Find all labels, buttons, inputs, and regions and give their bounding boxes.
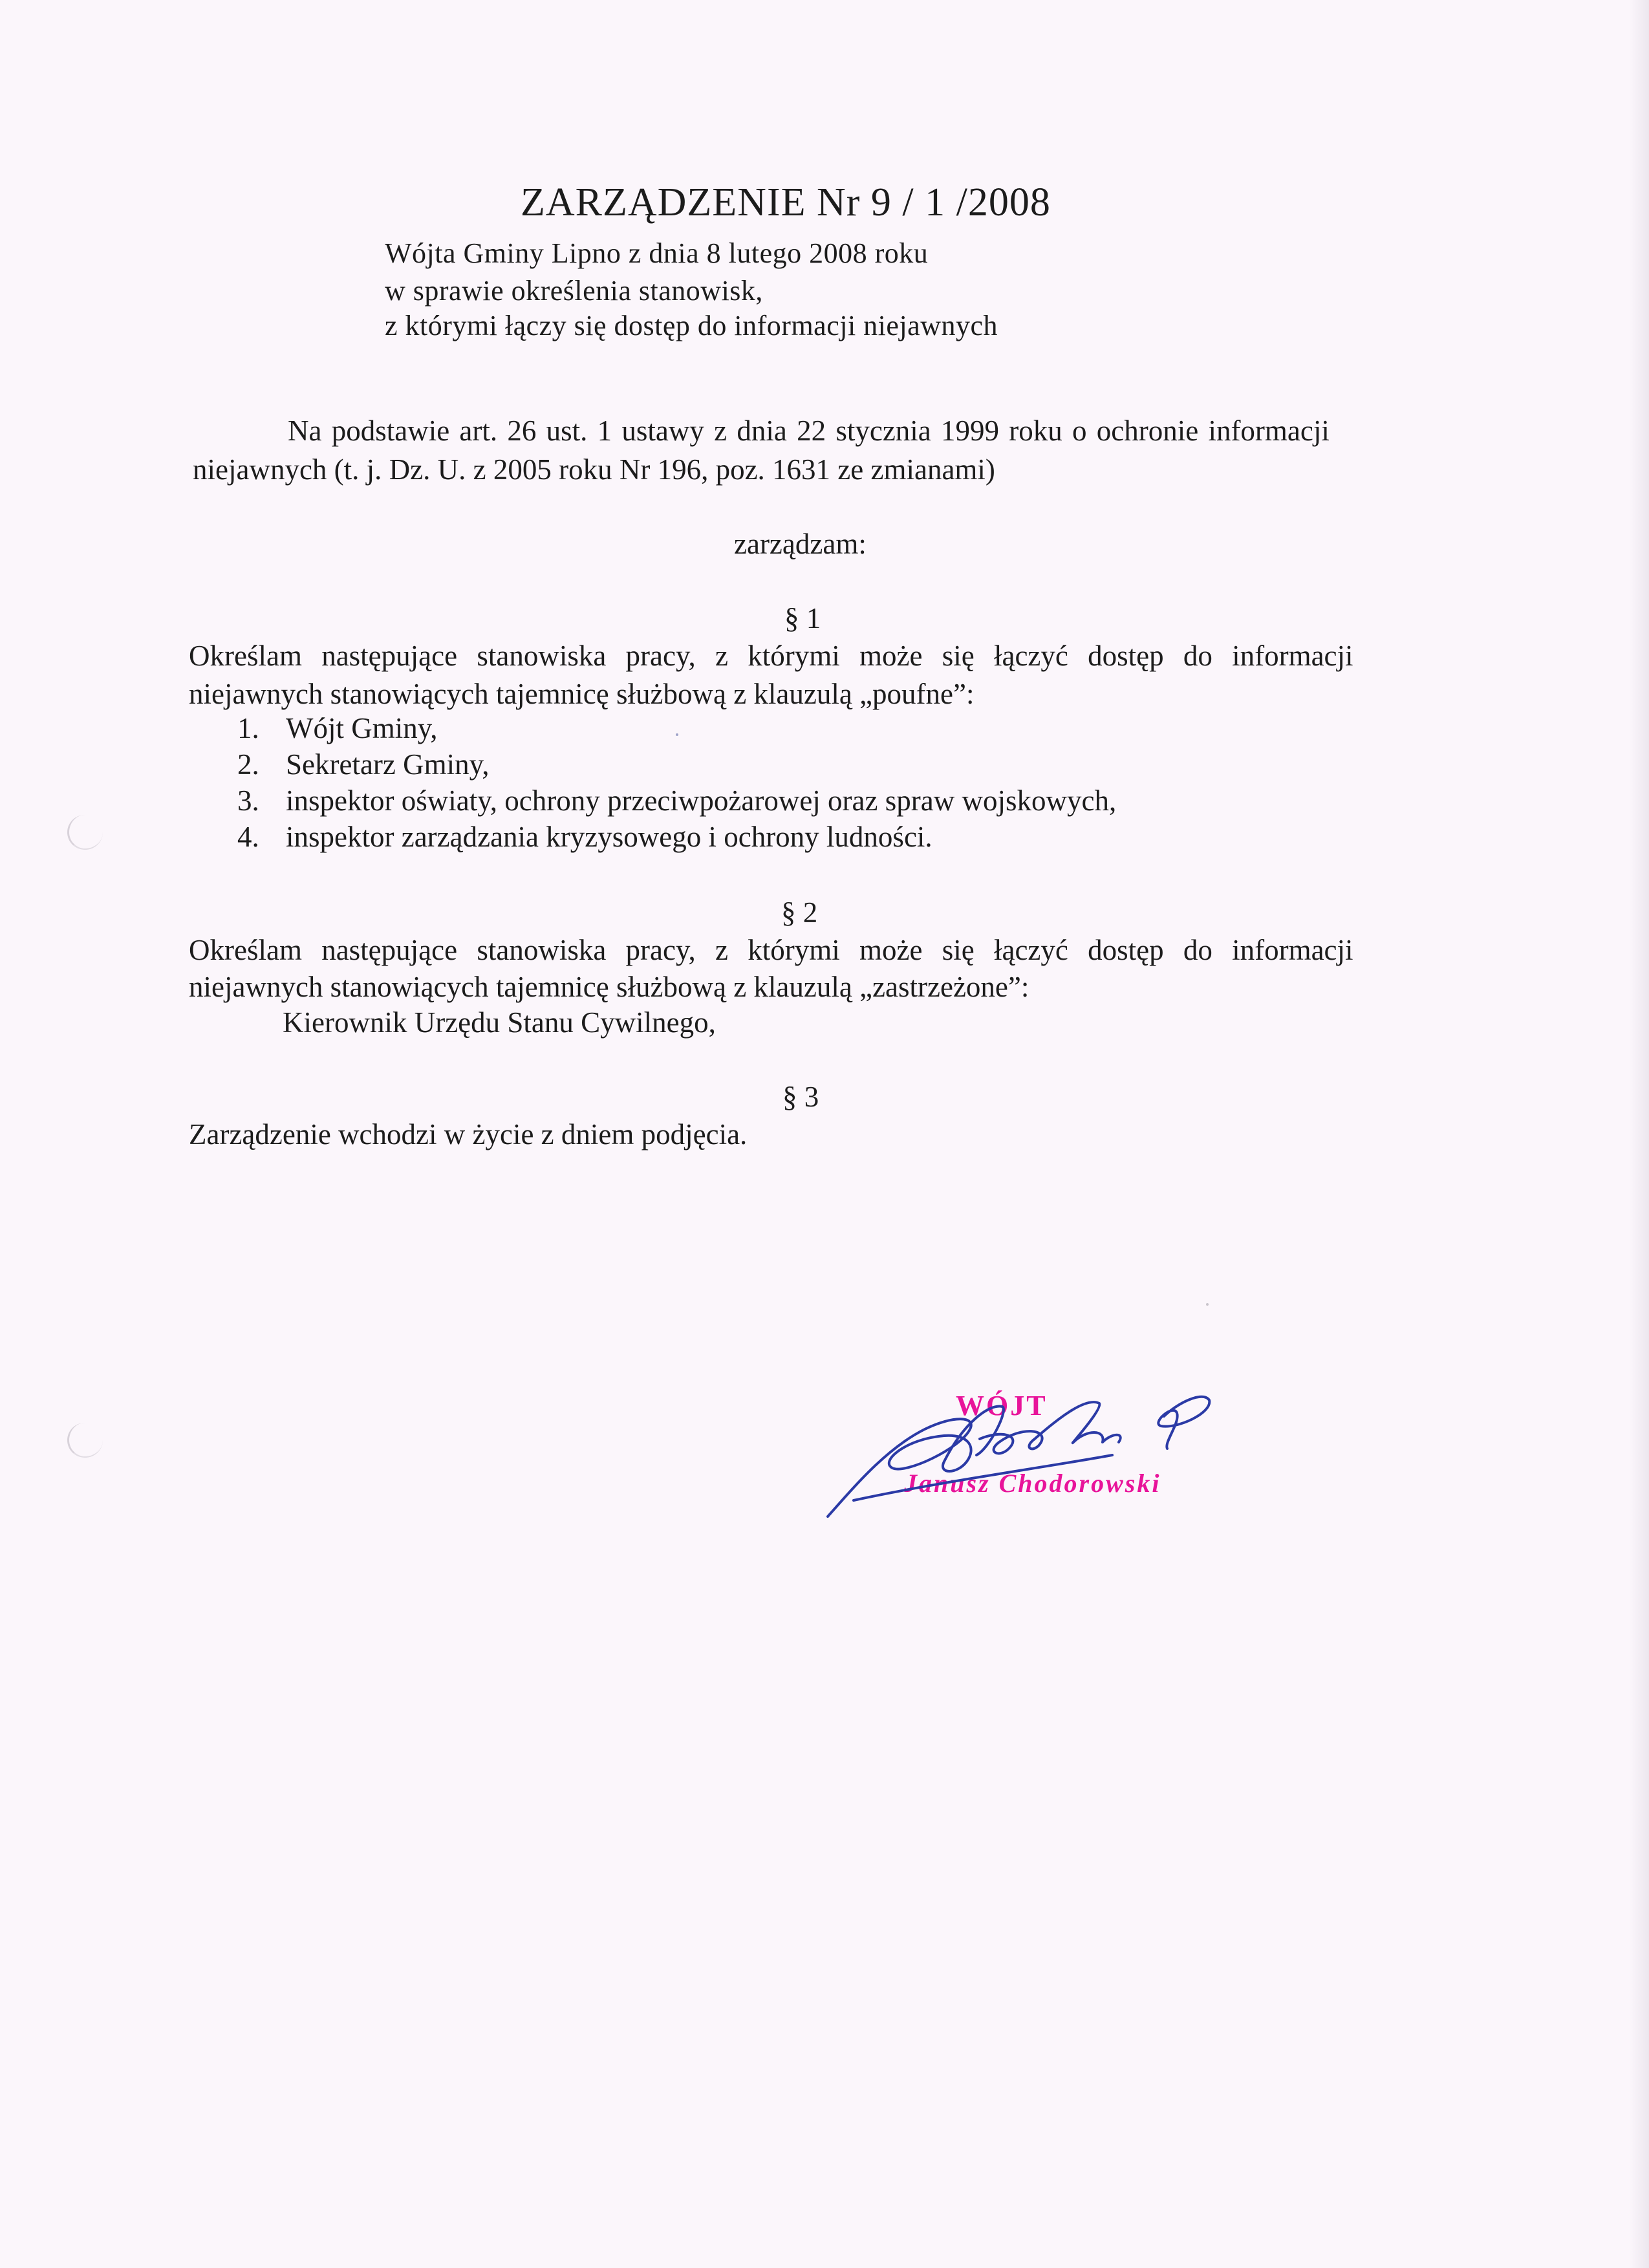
list-item-number: 3. (237, 784, 259, 817)
section-1-intro-line-1: Określam następujące stanowiska pracy, z którymi może się łączyć dostęp do informacji (189, 640, 1353, 672)
subtitle-line-2: w sprawie określenia stanowisk, (385, 275, 763, 307)
list-item-number: 1. (237, 712, 259, 744)
decree-word: zarządzam: (734, 528, 867, 560)
section-2-intro-line-2: niejawnych stanowiących tajemnicę służbową z klauzulą „zastrzeżone”: (189, 971, 1029, 1003)
list-item-text: inspektor zarządzania kryzysowego i ochrony ludności. (286, 821, 932, 853)
section-2-intro-line-1: Określam następujące stanowiska pracy, z którymi może się łączyć dostęp do informacji (189, 934, 1353, 966)
list-item-text: inspektor oświaty, ochrony przeciwpożarowej oraz spraw wojskowych, (286, 784, 1117, 817)
preamble-line-1: Na podstawie art. 26 ust. 1 ustawy z dnia 22 stycznia 1999 roku o ochronie informacji (288, 415, 1330, 447)
section-2-heading: § 2 (781, 896, 818, 929)
list-item-number: 4. (237, 821, 259, 853)
subtitle-line-3: z którymi łączy się dostęp do informacji niejawnych (385, 310, 998, 341)
section-1-intro-line-2: niejawnych stanowiących tajemnicę służbową z klauzulą „poufne”: (189, 678, 975, 710)
stamp-title: WÓJT (956, 1390, 1048, 1421)
punch-hole-lower (67, 1423, 103, 1458)
section-3-heading: § 3 (782, 1081, 819, 1113)
subtitle-line-1: Wójta Gminy Lipno z dnia 8 lutego 2008 roku (385, 237, 929, 269)
page-edge (1630, 0, 1649, 2268)
stamp-name: Janusz Chodorowski (904, 1469, 1161, 1498)
section-2-position: Kierownik Urzędu Stanu Cywilnego, (283, 1006, 716, 1039)
list-item-text: Sekretarz Gminy, (286, 748, 490, 781)
list-item-number: 2. (237, 748, 259, 781)
ink-speck (676, 733, 678, 736)
list-item-text: Wójt Gminy, (286, 712, 438, 744)
section-1-heading: § 1 (784, 602, 821, 634)
ink-speck (1206, 1303, 1209, 1306)
punch-hole-upper (67, 815, 103, 850)
handwritten-signature (815, 1377, 1242, 1526)
document-title: ZARZĄDZENIE Nr 9 / 1 /2008 (521, 180, 1051, 224)
preamble-line-2: niejawnych (t. j. Dz. U. z 2005 roku Nr 196, poz. 1631 ze zmianami) (193, 453, 995, 486)
section-3-text: Zarządzenie wchodzi w życie z dniem podjęcia. (189, 1118, 748, 1150)
